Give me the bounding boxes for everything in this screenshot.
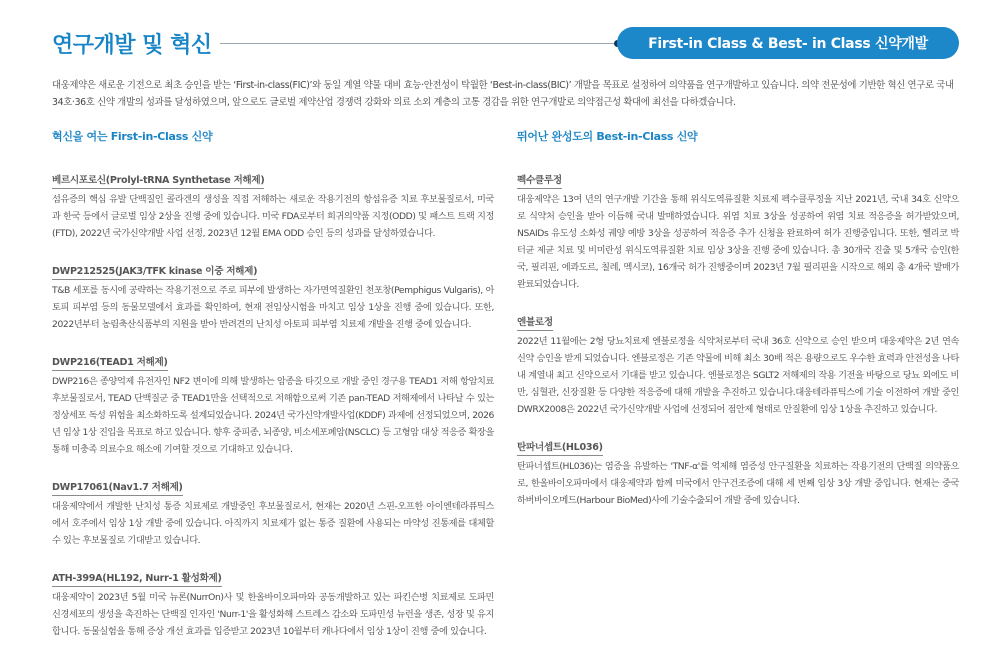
pipeline-item-title: 베르시포로신(Prolyl-tRNA Synthetase 저해제) (52, 174, 264, 189)
first-in-class-title: 혁신을 여는 First-in-Class 신약 (52, 130, 213, 143)
first-in-class-column (52, 128, 494, 657)
best-in-class-title: 뛰어난 완성도의 Best-in-Class 신약 (517, 130, 698, 143)
pipeline-item (517, 310, 959, 418)
pipeline-item (52, 350, 494, 458)
pipeline-item-title: ATH-399A(HL192, Nurr-1 활성화제) (52, 572, 222, 587)
pipeline-item-body: 대웅제약이 2023년 5월 미국 뉴론(NurrOn)사 및 한올바이오파마와 공동개발하고 있는 파킨슨병 치료제로 도파민 신경세포의 생성을 촉진하는 단백질 인자인 'Nurr-1'을 활성화해 스트레스 감소와 도파민성 뉴런을 생존, 성장 및 유지합니다. 동물실험을 통해 증상 개선 효과를 입증받고 2023년 10월부터 캐나다에서 임상 1상이 진행 중에 있습니다. (52, 592, 494, 637)
title-divider (220, 43, 618, 44)
page-title: 연구개발 및 혁신 (52, 33, 212, 58)
pipeline-item-body: 2022년 11월에는 2형 당뇨치료제 엔블로정을 식약처로부터 국내 36호 신약으로 승인 받으며 대웅제약은 2년 연속 신약 승인을 받게 되었습니다. 엔블로정은 기존 약물에 비해 최소 30배 적은 용량으로도 우수한 효력과 안전성을 나타내 계열내 최고 신약으로서 기대를 받고 있습니다. 엔블로정은 SGLT2 저해제의 작용 기전을 바탕으로 당뇨 외에도 비만, 심혈관, 신장질환 등 다양한 적응증에 대해 개발을 추진하고 있습니다.대웅테라퓨틱스에 기술 이전하여 개발 중인 DWRX2008은 2022년 국가신약개발 사업에 선정되어 점안제 형태로 안질환에 임상 1상을 추진하고 있습니다. (517, 336, 959, 415)
pipeline-item-title: 엔블로정 (517, 316, 553, 331)
pipeline-item (52, 475, 494, 549)
pipeline-item (517, 435, 959, 509)
pipeline-item-body: DWP216은 종양억제 유전자인 NF2 변이에 의해 발생하는 암종을 타깃으로 개발 중인 경구용 TEAD1 저해 항암치료 후보물질로서, TEAD 단백질군 중 TEAD1만을 선택적으로 저해함으로써 기존 pan-TEAD 저해제에서 나타날 수 있는 정상세포 독성 위험을 최소화하도록 설계되었습니다. 2024년 국가신약개발사업(KDDF) 과제에 선정되었으며, 2026년 임상 1상 진입을 목표로 하고 있습니다. 향후 중피종, 뇌종양, 비소세포폐암(NSCLC) 등 고형암 대상 적응증 확장을 통해 미충족 의료수요 해소에 기여할 것으로 기대하고 있습니다. (52, 376, 494, 455)
pipeline-item-body: 대웅제약은 13여 년의 연구개발 기간을 통해 위식도역류질환 치료제 펙수클루정을 지난 2021년, 국내 34호 신약으로 식약처 승인을 받아 이듬해 국내 발매하였습니다. 위염 치료 3상을 성공하여 위염 치료 적응증을 허가받았으며, NSAIDs 유도성 소화성 궤양 예방 3상을 성공하여 적응증 추가 신청을 완료하여 허가 진행중입니다. 또한, 헬리코 박터균 제균 치료 및 비미란성 위식도역류질환 치료 임상 3상을 진행 중에 있습니다. 총 30개국 진출 및 5개국 승인(한국, 필리핀, 에콰도르, 칠레, 멕시코), 16개국 허가 진행중이며 2023년 7월 필리핀을 시작으로 해외 총 4개국 발매가 완료되었습니다. (517, 194, 959, 290)
pipeline-item (52, 168, 494, 242)
pipeline-item-title: 펙수클루정 (517, 174, 562, 189)
section-pill: First-in Class & Best- in Class 신약개발 (617, 27, 959, 59)
intro-paragraph: 대웅제약은 새로운 기전으로 최초 승인을 받는 ‘First-in-class(FIC)’와 동일 계열 약물 대비 효능·안전성이 탁월한 ‘Best-in-class(BIC)’ 개발을 목표로 설정하여 의약품을 연구개발하고 있습니다. 의약 전문성에 기반한 혁신 연구로 국내 34호·36호 신약 개발의 성과를 달성하였으며, 앞으로도 글로벌 제약산업 경쟁력 강화와 의료 소외 계층의 고통 경감을 위한 연구개발로 의약접근성 확대에 최선을 다하겠습니다. (52, 80, 954, 108)
pipeline-item-title: DWP212525(JAK3/TFK kinase 이중 저해제) (52, 265, 257, 280)
pipeline-item-title: DWP216(TEAD1 저해제) (52, 356, 168, 371)
pipeline-item-body: 탄파너셉트(HL036)는 염증을 유발하는 'TNF-α'를 억제해 염증성 안구질환을 치료하는 작용기전의 단백질 의약품으로, 한올바이오파마에서 대웅제약과 함께 미국에서 안구건조증에 대해 세 번째 임상 3상 개발 중입니다. 현재는 중국 하버바이오메드(Harbour BioMed)사에 기술수출되어 개발 중에 있습니다. (517, 461, 959, 506)
pipeline-item (52, 566, 494, 640)
pipeline-item-title: DWP17061(Nav1.7 저해제) (52, 481, 183, 496)
pipeline-item (517, 168, 959, 293)
pipeline-item-body: T&B 세포를 동시에 공략하는 작용기전으로 주로 피부에 발생하는 자가면역질환인 천포창(Pemphigus Vulgaris), 아토피 피부염 등의 동물모델에서 효과를 확인하여, 현재 전임상시험을 마치고 임상 1상을 진행 중에 있습니다. 또한, 2022년부터 농림축산식품부의 지원을 받아 반려견의 난치성 아토피 피부염 치료제 개발을 진행 중에 있습니다. (52, 285, 494, 330)
pipeline-item-body: 섬유증의 핵심 유발 단백질인 콜라겐의 생성을 직접 저해하는 새로운 작용기전의 항섬유증 치료 후보물질로서, 미국과 한국 등에서 글로벌 임상 2상을 진행 중에 있습니다. 미국 FDA로부터 희귀의약품 지정(ODD) 및 패스트 트랙 지정(FTD), 2022년 국가신약개발 사업 선정, 2023년 12월 EMA ODD 승인 등의 성과를 달성하였습니다. (52, 194, 494, 239)
pipeline-item (52, 259, 494, 333)
pipeline-item-title: 탄파너셉트(HL036) (517, 441, 603, 456)
pipeline-item-body: 대웅제약에서 개발한 난치성 통증 치료제로 개발중인 후보물질로서, 현재는 2020년 스핀-오프한 아이엔테라퓨틱스에서 호주에서 임상 1상 개발 중에 있습니다. 아직까지 치료제가 없는 통증 질환에 사용되는 마약성 진통제를 대체할 수 있는 후보물질로 기대받고 있습니다. (52, 501, 494, 546)
best-in-class-column (517, 128, 959, 526)
